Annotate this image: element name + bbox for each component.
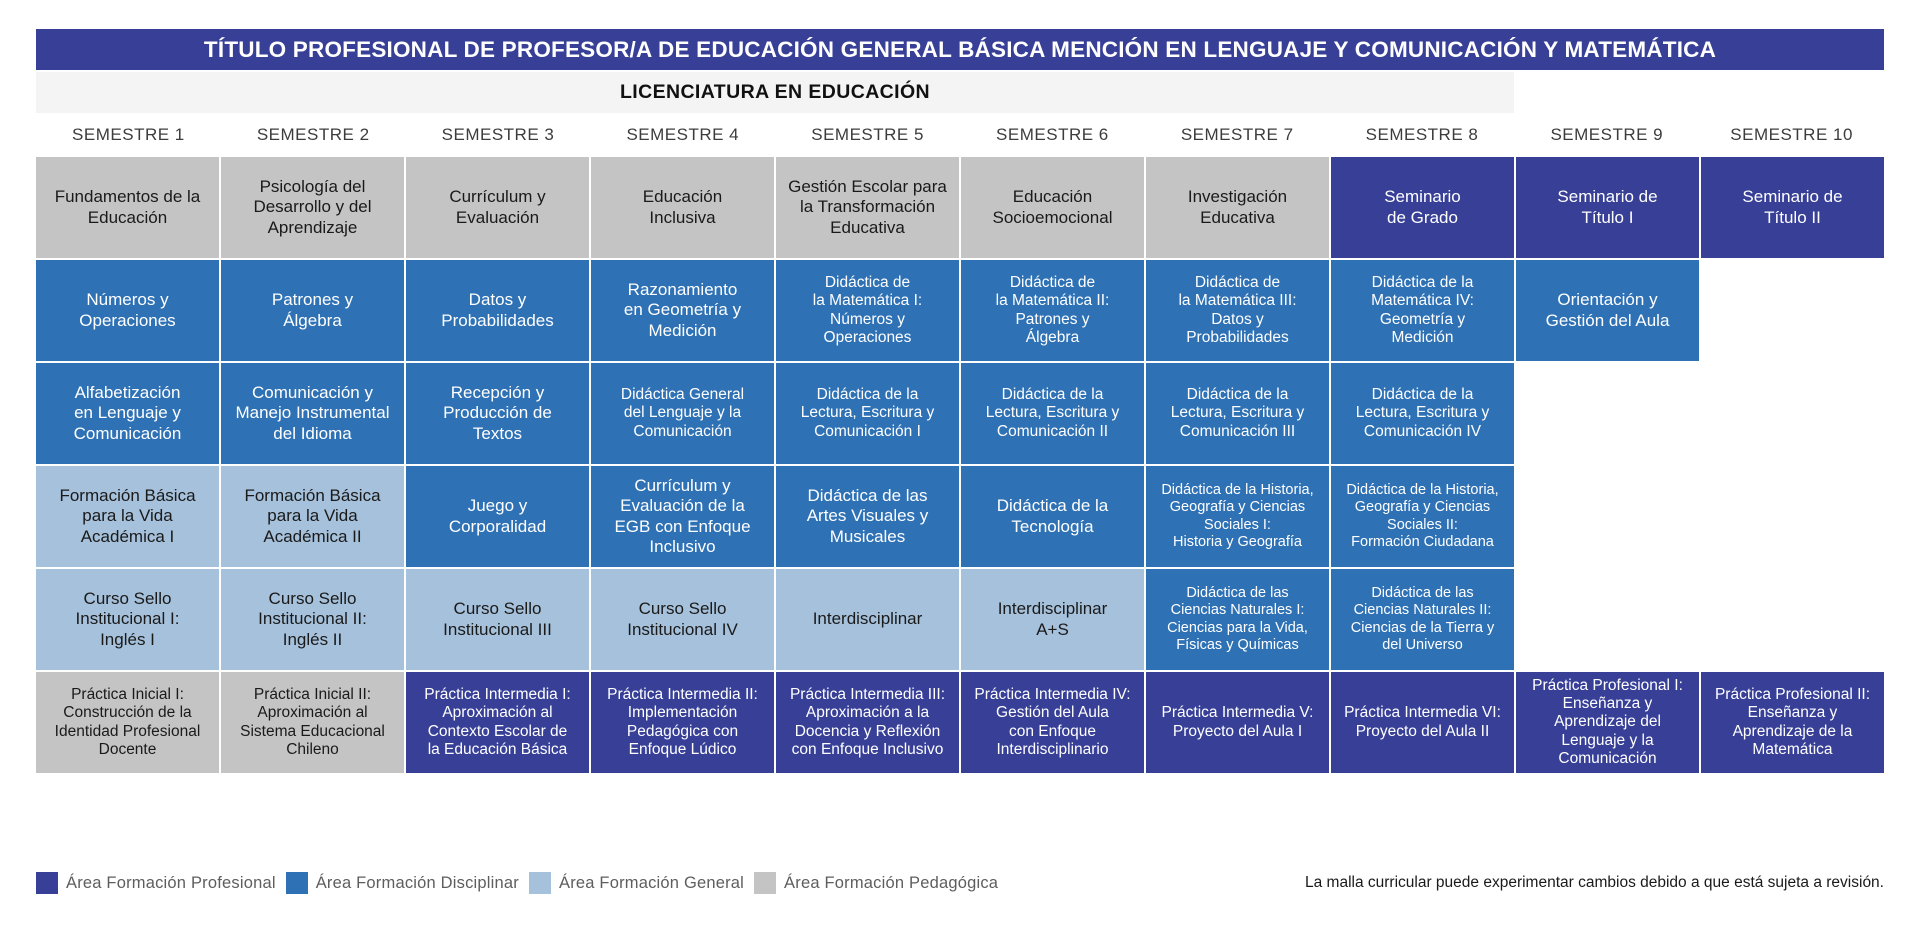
legend-item-pedagogica [754,872,998,894]
course-cell: Didáctica de la Lectura, Escritura y Comunicación IV [1331,363,1514,464]
semester-header-row [36,118,1884,152]
course-cell: Psicología del Desarrollo y del Aprendizaje [221,157,404,258]
course-cell: Orientación y Gestión del Aula [1516,260,1699,361]
course-cell: Seminario de Grado [1331,157,1514,258]
empty-cell [1701,466,1884,567]
course-cell: Práctica Profesional I: Enseñanza y Aprendizaje del Lenguaje y la Comunicación [1516,672,1699,773]
course-cell: Curso Sello Institucional III [406,569,589,670]
semester-label: SEMESTRE 2 [256,125,370,144]
course-cell: Juego y Corporalidad [406,466,589,567]
empty-cell [1516,363,1699,464]
degree-subtitle: LICENCIATURA EN EDUCACIÓN [36,72,1514,113]
course-cell: Educación Inclusiva [591,157,774,258]
course-cell: Didáctica de las Ciencias Naturales I: Ciencias para la Vida, Físicas y Químicas [1146,569,1329,670]
course-cell: Didáctica de la Historia, Geografía y Ciencias Sociales II: Formación Ciudadana [1331,466,1514,567]
course-cell: Currículum y Evaluación de la EGB con Enfoque Inclusivo [591,466,774,567]
legend-label: Área Formación General [558,873,745,892]
course-cell: Práctica Intermedia IV: Gestión del Aula con Enfoque Interdisciplinario [961,672,1144,773]
course-cell: Razonamiento en Geometría y Medición [591,260,774,361]
legend-label: Área Formación Disciplinar [315,873,519,892]
course-cell: Formación Básica para la Vida Académica II [221,466,404,567]
course-cell: Práctica Intermedia V: Proyecto del Aula I [1146,672,1329,773]
course-cell: Formación Básica para la Vida Académica I [36,466,219,567]
empty-cell [1701,569,1884,670]
course-cell: Práctica Intermedia II: Implementación Pedagógica con Enfoque Lúdico [591,672,774,773]
empty-cell [1516,466,1699,567]
semester-label: SEMESTRE 5 [811,125,924,144]
course-cell: Investigación Educativa [1146,157,1329,258]
legend-swatch [36,872,58,894]
course-cell: Práctica Inicial II: Aproximación al Sistema Educacional Chileno [221,672,404,773]
course-cell: Práctica Intermedia III: Aproximación a la Docencia y Reflexión con Enfoque Inclusivo [776,672,959,773]
legend-label: Área Formación Pedagógica [784,873,999,892]
legend-swatch [286,872,308,894]
course-cell: Didáctica de la Matemática I: Números y Operaciones [776,260,959,361]
course-cell: Educación Socioemocional [961,157,1144,258]
legend-item-profesional [36,872,276,894]
course-cell: Didáctica de la Matemática II: Patrones y Álgebra [961,260,1144,361]
course-cell: Didáctica de la Lectura, Escritura y Comunicación III [1146,363,1329,464]
course-cell: Comunicación y Manejo Instrumental del Idioma [221,363,404,464]
course-cell: Curso Sello Institucional II: Inglés II [221,569,404,670]
legend-swatch [754,872,776,894]
course-cell: Didáctica General del Lenguaje y la Comunicación [591,363,774,464]
course-cell: Práctica Intermedia I: Aproximación al Contexto Escolar de la Educación Básica [406,672,589,773]
semester-label: SEMESTRE 4 [626,125,740,144]
semester-label: SEMESTRE 8 [1365,125,1479,144]
semester-label: SEMESTRE 7 [1180,125,1294,144]
course-cell: Seminario de Título II [1701,157,1884,258]
course-cell: Práctica Profesional II: Enseñanza y Aprendizaje de la Matemática [1701,672,1884,773]
course-cell: Currículum y Evaluación [406,157,589,258]
course-cell: Números y Operaciones [36,260,219,361]
course-cell: Didáctica de la Historia, Geografía y Ciencias Sociales I: Historia y Geografía [1146,466,1329,567]
course-cell: Didáctica de la Lectura, Escritura y Comunicación II [961,363,1144,464]
course-cell: Alfabetización en Lenguaje y Comunicación [36,363,219,464]
curriculum-grid [36,157,1884,773]
semester-label: SEMESTRE 6 [996,125,1109,144]
empty-cell [1701,260,1884,361]
empty-cell [1701,363,1884,464]
course-cell: Práctica Inicial I: Construcción de la Identidad Profesional Docente [36,672,219,773]
course-cell: Datos y Probabilidades [406,260,589,361]
course-cell: Gestión Escolar para la Transformación Educativa [776,157,959,258]
program-title: TÍTULO PROFESIONAL DE PROFESOR/A DE EDUCACIÓN GENERAL BÁSICA MENCIÓN EN LENGUAJE Y COMUNICACIÓN Y MATEMÁTICA [36,29,1884,70]
course-cell: Curso Sello Institucional IV [591,569,774,670]
course-cell: Patrones y Álgebra [221,260,404,361]
course-cell: Fundamentos de la Educación [36,157,219,258]
course-cell: Didáctica de la Tecnología [961,466,1144,567]
course-cell: Interdisciplinar A+S [961,569,1144,670]
course-cell: Didáctica de las Artes Visuales y Musicales [776,466,959,567]
semester-label: SEMESTRE 9 [1550,125,1664,144]
semester-label: SEMESTRE 3 [441,125,555,144]
course-cell: Curso Sello Institucional I: Inglés I [36,569,219,670]
course-cell: Práctica Intermedia VI: Proyecto del Aula II [1331,672,1514,773]
empty-cell [1516,569,1699,670]
legend-item-disciplinar [286,872,519,894]
course-cell: Interdisciplinar [776,569,959,670]
semester-label: SEMESTRE 1 [72,125,185,144]
course-cell: Seminario de Título I [1516,157,1699,258]
curriculum-disclaimer: La malla curricular puede experimentar cambios debido a que está sujeta a revisión. [1305,874,1884,891]
course-cell: Recepción y Producción de Textos [406,363,589,464]
legend-swatch [529,872,551,894]
semester-label: SEMESTRE 10 [1730,125,1853,144]
legend-label: Área Formación Profesional [66,873,276,892]
course-cell: Didáctica de la Matemática III: Datos y Probabilidades [1146,260,1329,361]
area-legend [36,868,1008,898]
course-cell: Didáctica de la Lectura, Escritura y Comunicación I [776,363,959,464]
legend-item-general [529,872,744,894]
course-cell: Didáctica de las Ciencias Naturales II: Ciencias de la Tierra y del Universo [1331,569,1514,670]
course-cell: Didáctica de la Matemática IV: Geometría y Medición [1331,260,1514,361]
